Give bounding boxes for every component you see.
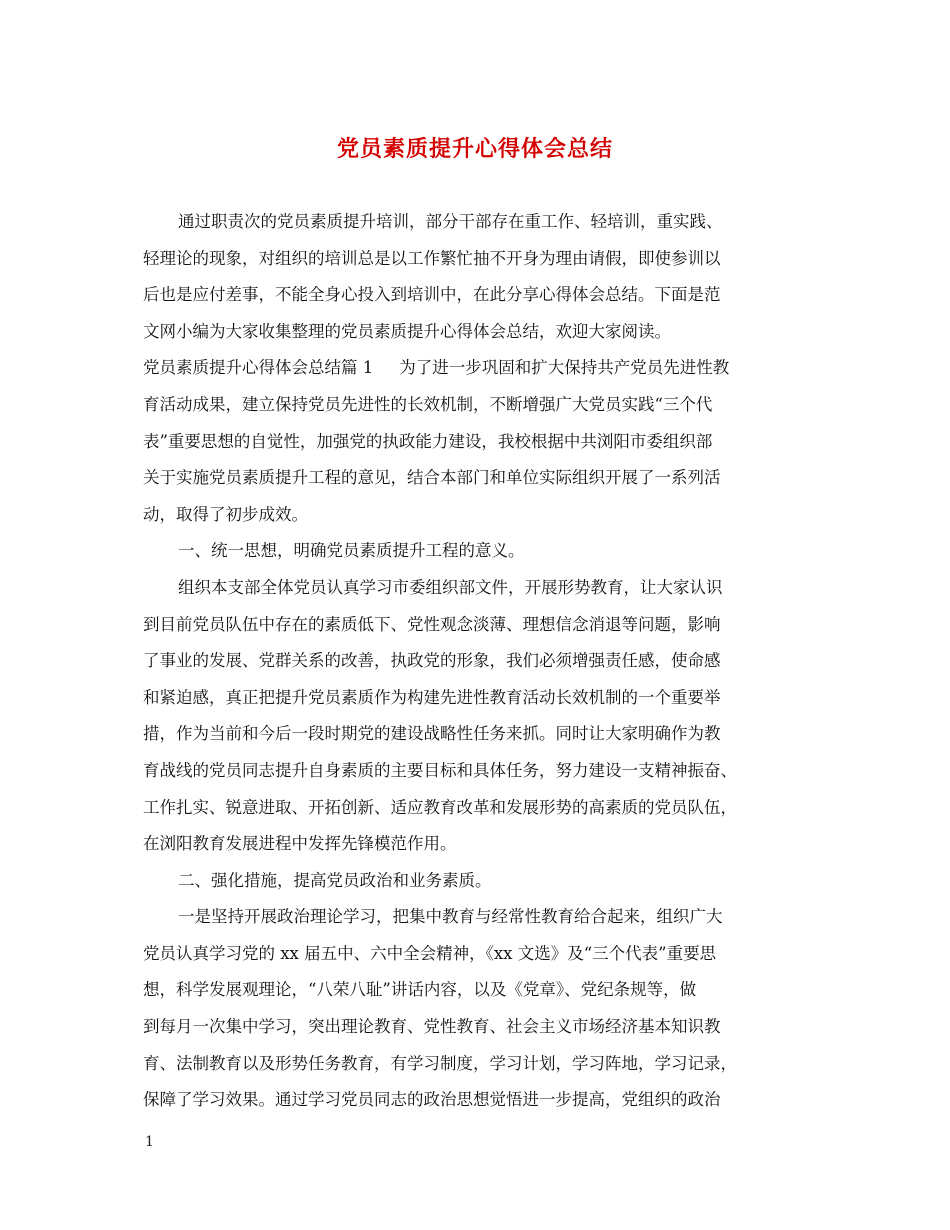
paragraph-line: 和紧迫感，真正把提升党员素质作为构建先进性教育活动长效机制的一个重要举 (143, 687, 721, 707)
paragraph-line: 关于实施党员素质提升工程的意见，结合本部门和单位实际组织开展了一系列活 (143, 468, 721, 488)
paragraph-line: 到每月一次集中学习，突出理论教育、党性教育、社会主义市场经济基本知识教 (143, 1017, 721, 1037)
page-number: 1 (145, 1134, 154, 1150)
paragraph-line: 工作扎实、锐意进取、开拓创新、适应教育改革和发展形势的高素质的党员队伍， (143, 797, 737, 817)
document-body (143, 204, 823, 1119)
paragraph-line: 育活动成果，建立保持党员先进性的长效机制，不断增强广大党员实践“三个代 (143, 394, 713, 414)
document-title: 党员素质提升心得体会总结 (336, 136, 613, 162)
paragraph-line: 动，取得了初步成效。 (143, 504, 308, 524)
paragraph-line: 表”重要思想的自觉性，加强党的执政能力建设，我校根据中共浏阳市委组织部 (143, 431, 713, 451)
paragraph-line: 党员认真学习党的 xx 届五中、六中全会精神，《xx 文选》及“三个代表”重要思 (143, 943, 717, 963)
paragraph-line: 文网小编为大家收集整理的党员素质提升心得体会总结，欢迎大家阅读。 (143, 321, 671, 341)
paragraph-text: 为了进一步巩固和扩大保持共产党员先进性教 (399, 358, 730, 378)
paragraph-line: 想，科学发展观理论，“八荣八耻”讲话内容，以及《党章》、党纪条规等，做 (143, 980, 697, 1000)
paragraph-line: 了事业的发展、党群关系的改善，执政党的形象，我们必须增强责任感，使命感 (143, 651, 721, 671)
paragraph-line: 育战线的党员同志提升自身素质的主要目标和具体任务，努力建设一支精神振奋、 (143, 760, 737, 780)
subheading-line: 一、统一思想，明确党员素质提升工程的意义。 (178, 541, 525, 561)
section-heading-line (143, 350, 823, 387)
paragraph-line: 措，作为当前和今后一段时期党的建设战略性任务来抓。同时让大家明确作为教 (143, 724, 721, 744)
paragraph-line: 在浏阳教育发展进程中发挥先锋模范作用。 (143, 834, 457, 854)
paragraph-line: 到目前党员队伍中存在的素质低下、党性观念淡薄、理想信念消退等问题，影响 (143, 614, 721, 634)
paragraph-line: 通过职责次的党员素质提升培训，部分干部存在重工作、轻培训，重实践、 (178, 212, 723, 231)
subheading-line: 二、强化措施，提高党员政治和业务素质。 (178, 870, 492, 890)
paragraph-line: 轻理论的现象，对组织的培训总是以工作繁忙抽不开身为理由请假，即使参训以 (143, 248, 721, 268)
paragraph-line: 一是坚持开展政治理论学习，把集中教育与经常性教育给合起来，组织广大 (178, 907, 723, 927)
section-heading: 党员素质提升心得体会总结篇 1 (143, 358, 374, 378)
paragraph-line: 组织本支部全体党员认真学习市委组织部文件，开展形势教育，让大家认识 (178, 577, 723, 597)
paragraph-line: 后也是应付差事，不能全身心投入到培训中，在此分享心得体会总结。下面是范 (143, 285, 721, 305)
paragraph-line: 育、法制教育以及形势任务教育，有学习制度，学习计划，学习阵地，学习记录， (143, 1053, 737, 1073)
paragraph-line: 保障了学习效果。通过学习党员同志的政治思想觉悟进一步提高，党组织的政治 (143, 1090, 721, 1110)
